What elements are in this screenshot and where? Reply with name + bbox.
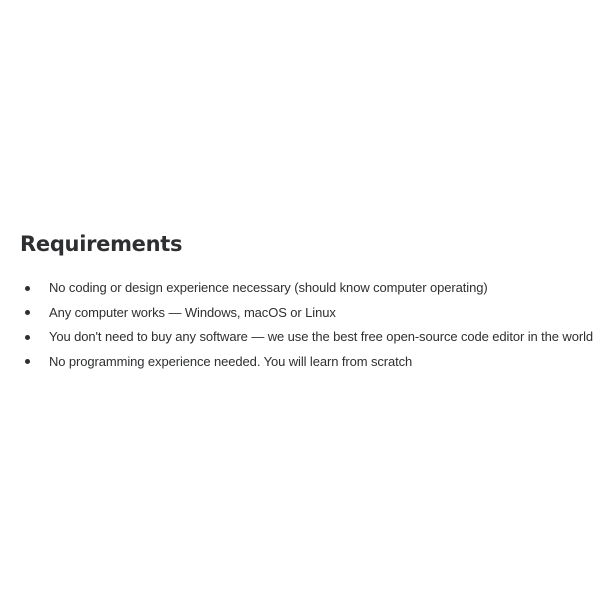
bullet-icon: [25, 286, 30, 291]
bullet-icon: [25, 359, 30, 364]
requirements-heading: Requirements: [20, 232, 183, 256]
list-item-text: No coding or design experience necessary (should know computer operating): [49, 280, 488, 296]
list-item: [20, 301, 600, 326]
requirements-list: [20, 276, 600, 374]
list-item: [20, 350, 600, 375]
requirements-section: [20, 230, 600, 374]
list-item: [20, 325, 600, 350]
bullet-icon: [25, 335, 30, 340]
list-item: [20, 276, 600, 301]
bullet-icon: [25, 310, 30, 315]
list-item-text: You don't need to buy any software — we use the best free open-source code editor in the world: [49, 329, 594, 345]
list-item-text: Any computer works — Windows, macOS or Linux: [49, 304, 336, 320]
list-item-text: No programming experience needed. You will learn from scratch: [49, 353, 413, 369]
